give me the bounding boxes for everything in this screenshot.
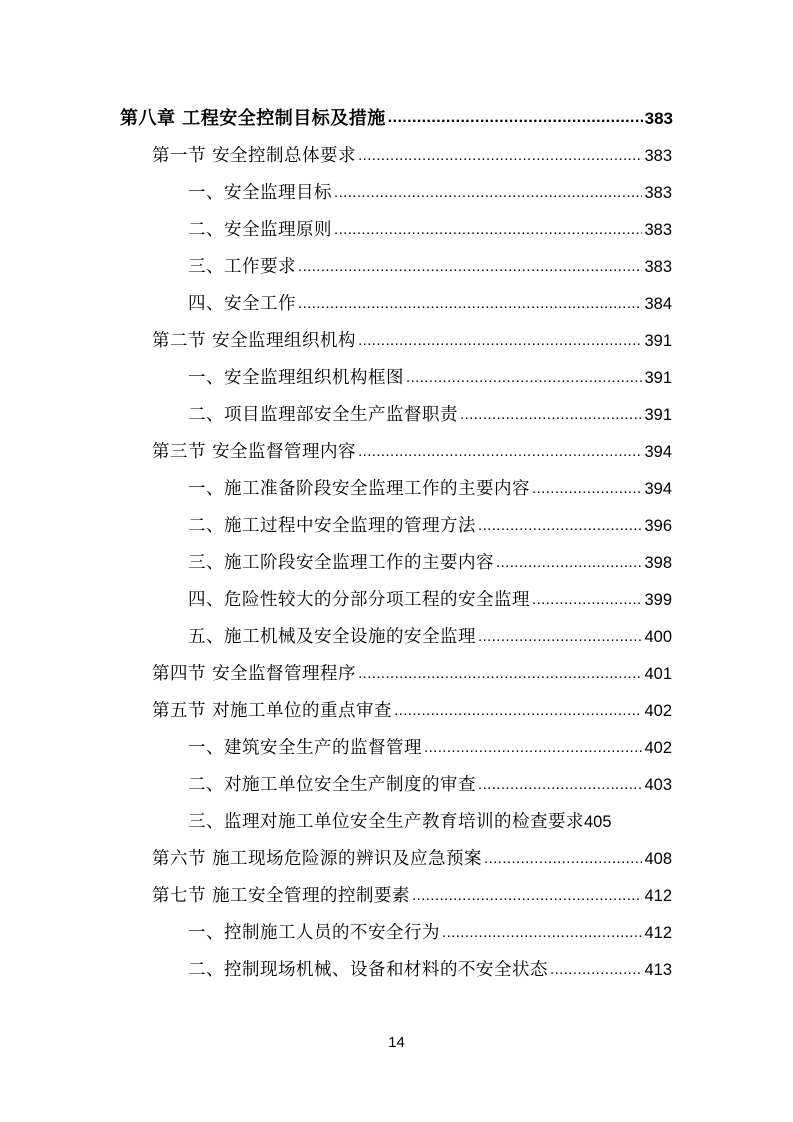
toc-entry-page: 384 <box>644 295 672 313</box>
toc-entry-label: 一、建筑安全生产的监督管理 <box>188 738 422 758</box>
toc-dot-leader <box>334 221 642 238</box>
toc-entry-page: 394 <box>644 443 672 461</box>
toc-entry-page: 383 <box>644 258 672 276</box>
toc-entry-label: 二、施工过程中安全监理的管理方法 <box>188 516 476 536</box>
toc-dot-leader <box>412 887 642 904</box>
toc-entry-page: 383 <box>644 221 672 239</box>
toc-item[interactable] <box>188 729 672 759</box>
toc-entry-label: 第五节 对施工单位的重点审查 <box>152 701 393 721</box>
toc-dot-leader <box>298 295 642 312</box>
toc-entry-page: 394 <box>644 480 672 498</box>
toc-item[interactable] <box>188 803 672 833</box>
toc-chapter-8[interactable] <box>120 100 673 130</box>
toc-entry-label: 三、施工阶段安全监理工作的主要内容 <box>188 553 494 573</box>
toc-item[interactable] <box>188 359 672 389</box>
toc-entry-label: 二、控制现场机械、设备和材料的不安全状态 <box>188 960 548 980</box>
toc-entry-page: 402 <box>644 739 672 757</box>
toc-dot-leader <box>496 554 642 571</box>
toc-entry-page: 383 <box>644 184 672 202</box>
toc-dot-leader <box>478 517 642 534</box>
toc-entry-page: 412 <box>644 887 672 905</box>
toc-section-4[interactable] <box>152 655 672 685</box>
toc-item[interactable] <box>188 396 672 426</box>
toc-section-3[interactable] <box>152 433 672 463</box>
toc-dot-leader <box>334 184 642 201</box>
toc-entry-page: 396 <box>644 517 672 535</box>
toc-entry-label: 第八章 工程安全控制目标及措施 <box>120 108 386 129</box>
toc-entry-label: 第二节 安全监理组织机构 <box>152 331 357 351</box>
toc-item[interactable] <box>188 544 672 574</box>
toc-dot-leader <box>550 961 642 978</box>
toc-entry-page: 412 <box>644 924 672 942</box>
toc-entry-label: 三、工作要求 <box>188 257 296 277</box>
toc-entry-label: 五、施工机械及安全设施的安全监理 <box>188 627 476 647</box>
toc-item[interactable] <box>188 766 672 796</box>
toc-dot-leader <box>442 924 642 941</box>
toc-entry-label: 一、安全监理组织机构框图 <box>188 368 404 388</box>
toc-entry-label: 一、施工准备阶段安全监理工作的主要内容 <box>188 479 530 499</box>
toc-dot-leader <box>406 369 642 386</box>
toc-entry-label: 第三节 安全监督管理内容 <box>152 442 357 462</box>
toc-dot-leader <box>532 591 642 608</box>
toc-entry-page: 398 <box>644 554 672 572</box>
toc-dot-leader <box>484 850 642 867</box>
toc-item[interactable] <box>188 248 672 278</box>
toc-item[interactable] <box>188 914 672 944</box>
toc-entry-label: 第六节 施工现场危险源的辨识及应急预案 <box>152 849 483 869</box>
toc-item[interactable] <box>188 507 672 537</box>
toc-item[interactable] <box>188 951 672 981</box>
toc-dot-leader <box>388 109 643 127</box>
toc-section-7[interactable] <box>152 877 672 907</box>
toc-entry-page: 383 <box>644 147 672 165</box>
toc-item[interactable] <box>188 581 672 611</box>
toc-entry-page: 413 <box>644 961 672 979</box>
toc-entry-label: 第一节 安全控制总体要求 <box>152 146 357 166</box>
toc-entry-label: 第四节 安全监督管理程序 <box>152 664 357 684</box>
toc-entry-label: 二、安全监理原则 <box>188 220 332 240</box>
toc-entry-page: 399 <box>644 591 672 609</box>
toc-entry-page: 402 <box>644 702 672 720</box>
toc-entry-page: 391 <box>644 406 672 424</box>
toc-entry-label: 一、安全监理目标 <box>188 183 332 203</box>
toc-dot-leader <box>358 332 642 349</box>
toc-dot-leader <box>460 406 642 423</box>
toc-dot-leader <box>478 776 642 793</box>
toc-section-5[interactable] <box>152 692 672 722</box>
toc-dot-leader <box>478 628 642 645</box>
toc-entry-label: 三、监理对施工单位安全生产教育培训的检查要求 <box>188 812 584 832</box>
toc-entry-page: 383 <box>644 109 673 128</box>
toc-dot-leader <box>358 443 642 460</box>
toc-entry-page: 405 <box>584 813 612 831</box>
toc-entry-page: 401 <box>644 665 672 683</box>
toc-entry-page: 391 <box>644 369 672 387</box>
toc-dot-leader <box>358 665 642 682</box>
toc-section-1[interactable] <box>152 137 672 167</box>
toc-entry-label: 四、危险性较大的分部分项工程的安全监理 <box>188 590 530 610</box>
toc-section-2[interactable] <box>152 322 672 352</box>
toc-item[interactable] <box>188 618 672 648</box>
page-number: 14 <box>388 1034 405 1051</box>
toc-dot-leader <box>298 258 642 275</box>
toc-item[interactable] <box>188 211 672 241</box>
toc-entry-label: 一、控制施工人员的不安全行为 <box>188 923 440 943</box>
toc-entry-label: 二、对施工单位安全生产制度的审查 <box>188 775 476 795</box>
toc-entry-label: 四、安全工作 <box>188 294 296 314</box>
toc-item[interactable] <box>188 174 672 204</box>
toc-entry-label: 二、项目监理部安全生产监督职责 <box>188 405 458 425</box>
toc-entry-page: 400 <box>644 628 672 646</box>
toc-dot-leader <box>424 739 642 756</box>
toc-dot-leader <box>358 147 642 164</box>
toc-entry-label: 第七节 施工安全管理的控制要素 <box>152 886 411 906</box>
toc-section-6[interactable] <box>152 840 672 870</box>
toc-dot-leader <box>394 702 642 719</box>
toc-item[interactable] <box>188 285 672 315</box>
toc-dot-leader <box>532 480 642 497</box>
toc-entry-page: 408 <box>644 850 672 868</box>
toc-entry-page: 391 <box>644 332 672 350</box>
toc-entry-page: 403 <box>644 776 672 794</box>
toc-item[interactable] <box>188 470 672 500</box>
